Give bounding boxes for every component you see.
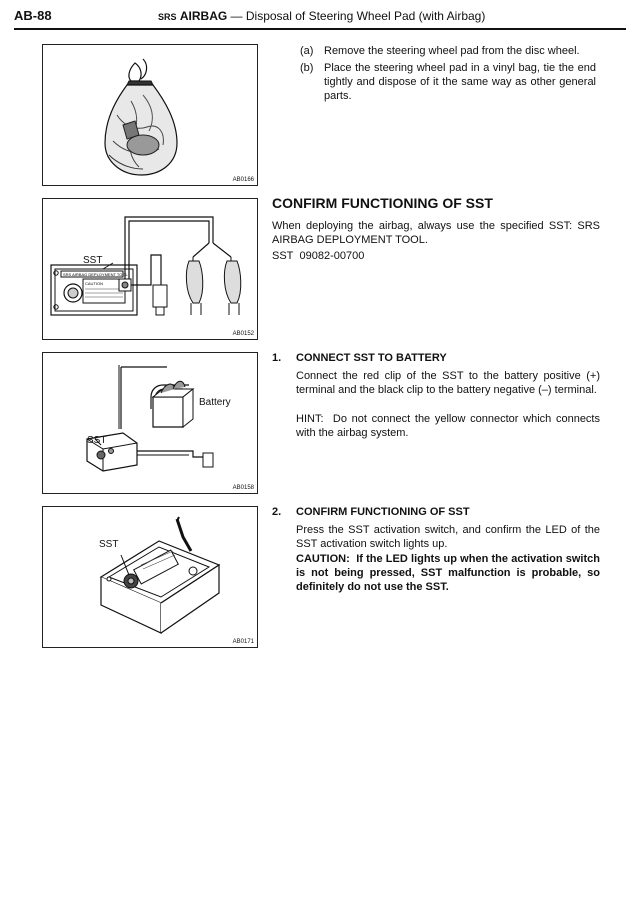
step-number: 1.	[272, 352, 282, 364]
step-number: 2.	[272, 506, 282, 518]
substep-b	[300, 61, 600, 105]
figure-label-sst: SST	[87, 435, 107, 446]
step-text: Connect the red clip of the SST to the battery positive (+) terminal and the black clip to the battery negative (–) terminal.	[296, 370, 600, 396]
hint-text: Do not connect the yellow connector which connects with the airbag system.	[296, 413, 600, 439]
figure-id: AB0152	[232, 331, 254, 337]
caution-text: If the LED lights up when the activation switch is not being pressed, SST malfunction is probable, so definitely do not use the SST.	[296, 553, 600, 593]
figure-id: AB0166	[232, 177, 254, 183]
substep-text: Place the steering wheel pad in a vinyl bag, tie the end tightly and dispose of it the same way as other general parts.	[324, 62, 596, 102]
substep-text: Remove the steering wheel pad from the disc wheel.	[324, 45, 580, 57]
sst-wiring-illustration	[43, 199, 257, 339]
figure-id: AB0171	[232, 639, 254, 645]
section-main: AIRBAG	[179, 9, 228, 23]
page-code: AB-88	[14, 8, 52, 23]
vinyl-bag-illustration	[43, 45, 257, 185]
hint-label: HINT:	[296, 413, 324, 425]
section-rest: — Disposal of Steering Wheel Pad (with Airbag)	[230, 9, 486, 23]
figure-label-battery: Battery	[199, 397, 231, 408]
confirm-intro: When deploying the airbag, always use the specified SST: SRS AIRBAG DEPLOYMENT TOOL.	[272, 220, 600, 246]
step-text: Press the SST activation switch, and confirm the LED of the SST activation switch lights up.	[296, 524, 600, 550]
figure-vinyl-bag	[42, 44, 258, 186]
substep-a	[300, 44, 600, 60]
sst-battery-illustration	[43, 353, 257, 493]
sst-number: 09082-00700	[299, 250, 365, 262]
sst-label: SST	[272, 250, 294, 262]
figure-sst-wiring	[42, 198, 258, 340]
tool-plate-text: SRS AIRBAG DEPLOYMENT TOOL	[63, 272, 128, 277]
step-hint	[296, 412, 600, 440]
substep-label: (a)	[300, 45, 314, 57]
page-header	[14, 6, 626, 28]
sst-number-line	[272, 249, 600, 263]
sst-switch-illustration	[43, 507, 257, 647]
caution-label: CAUTION:	[296, 553, 350, 565]
section-heading: CONFIRM FUNCTIONING OF SST	[272, 195, 493, 211]
figure-label-sst: SST	[99, 539, 119, 550]
section-title	[158, 9, 485, 23]
caution-plate-text: CAUTION	[85, 281, 103, 286]
header-rule	[14, 28, 626, 30]
figure-sst-battery	[42, 352, 258, 494]
figure-label-sst: SST	[83, 255, 103, 266]
step-title: CONNECT SST TO BATTERY	[296, 352, 447, 364]
section-prefix: SRS	[158, 12, 177, 22]
figure-sst-switch	[42, 506, 258, 648]
figure-id: AB0158	[232, 485, 254, 491]
substep-label: (b)	[300, 62, 314, 74]
step-caution	[296, 552, 600, 594]
step-title: CONFIRM FUNCTIONING OF SST	[296, 506, 470, 518]
